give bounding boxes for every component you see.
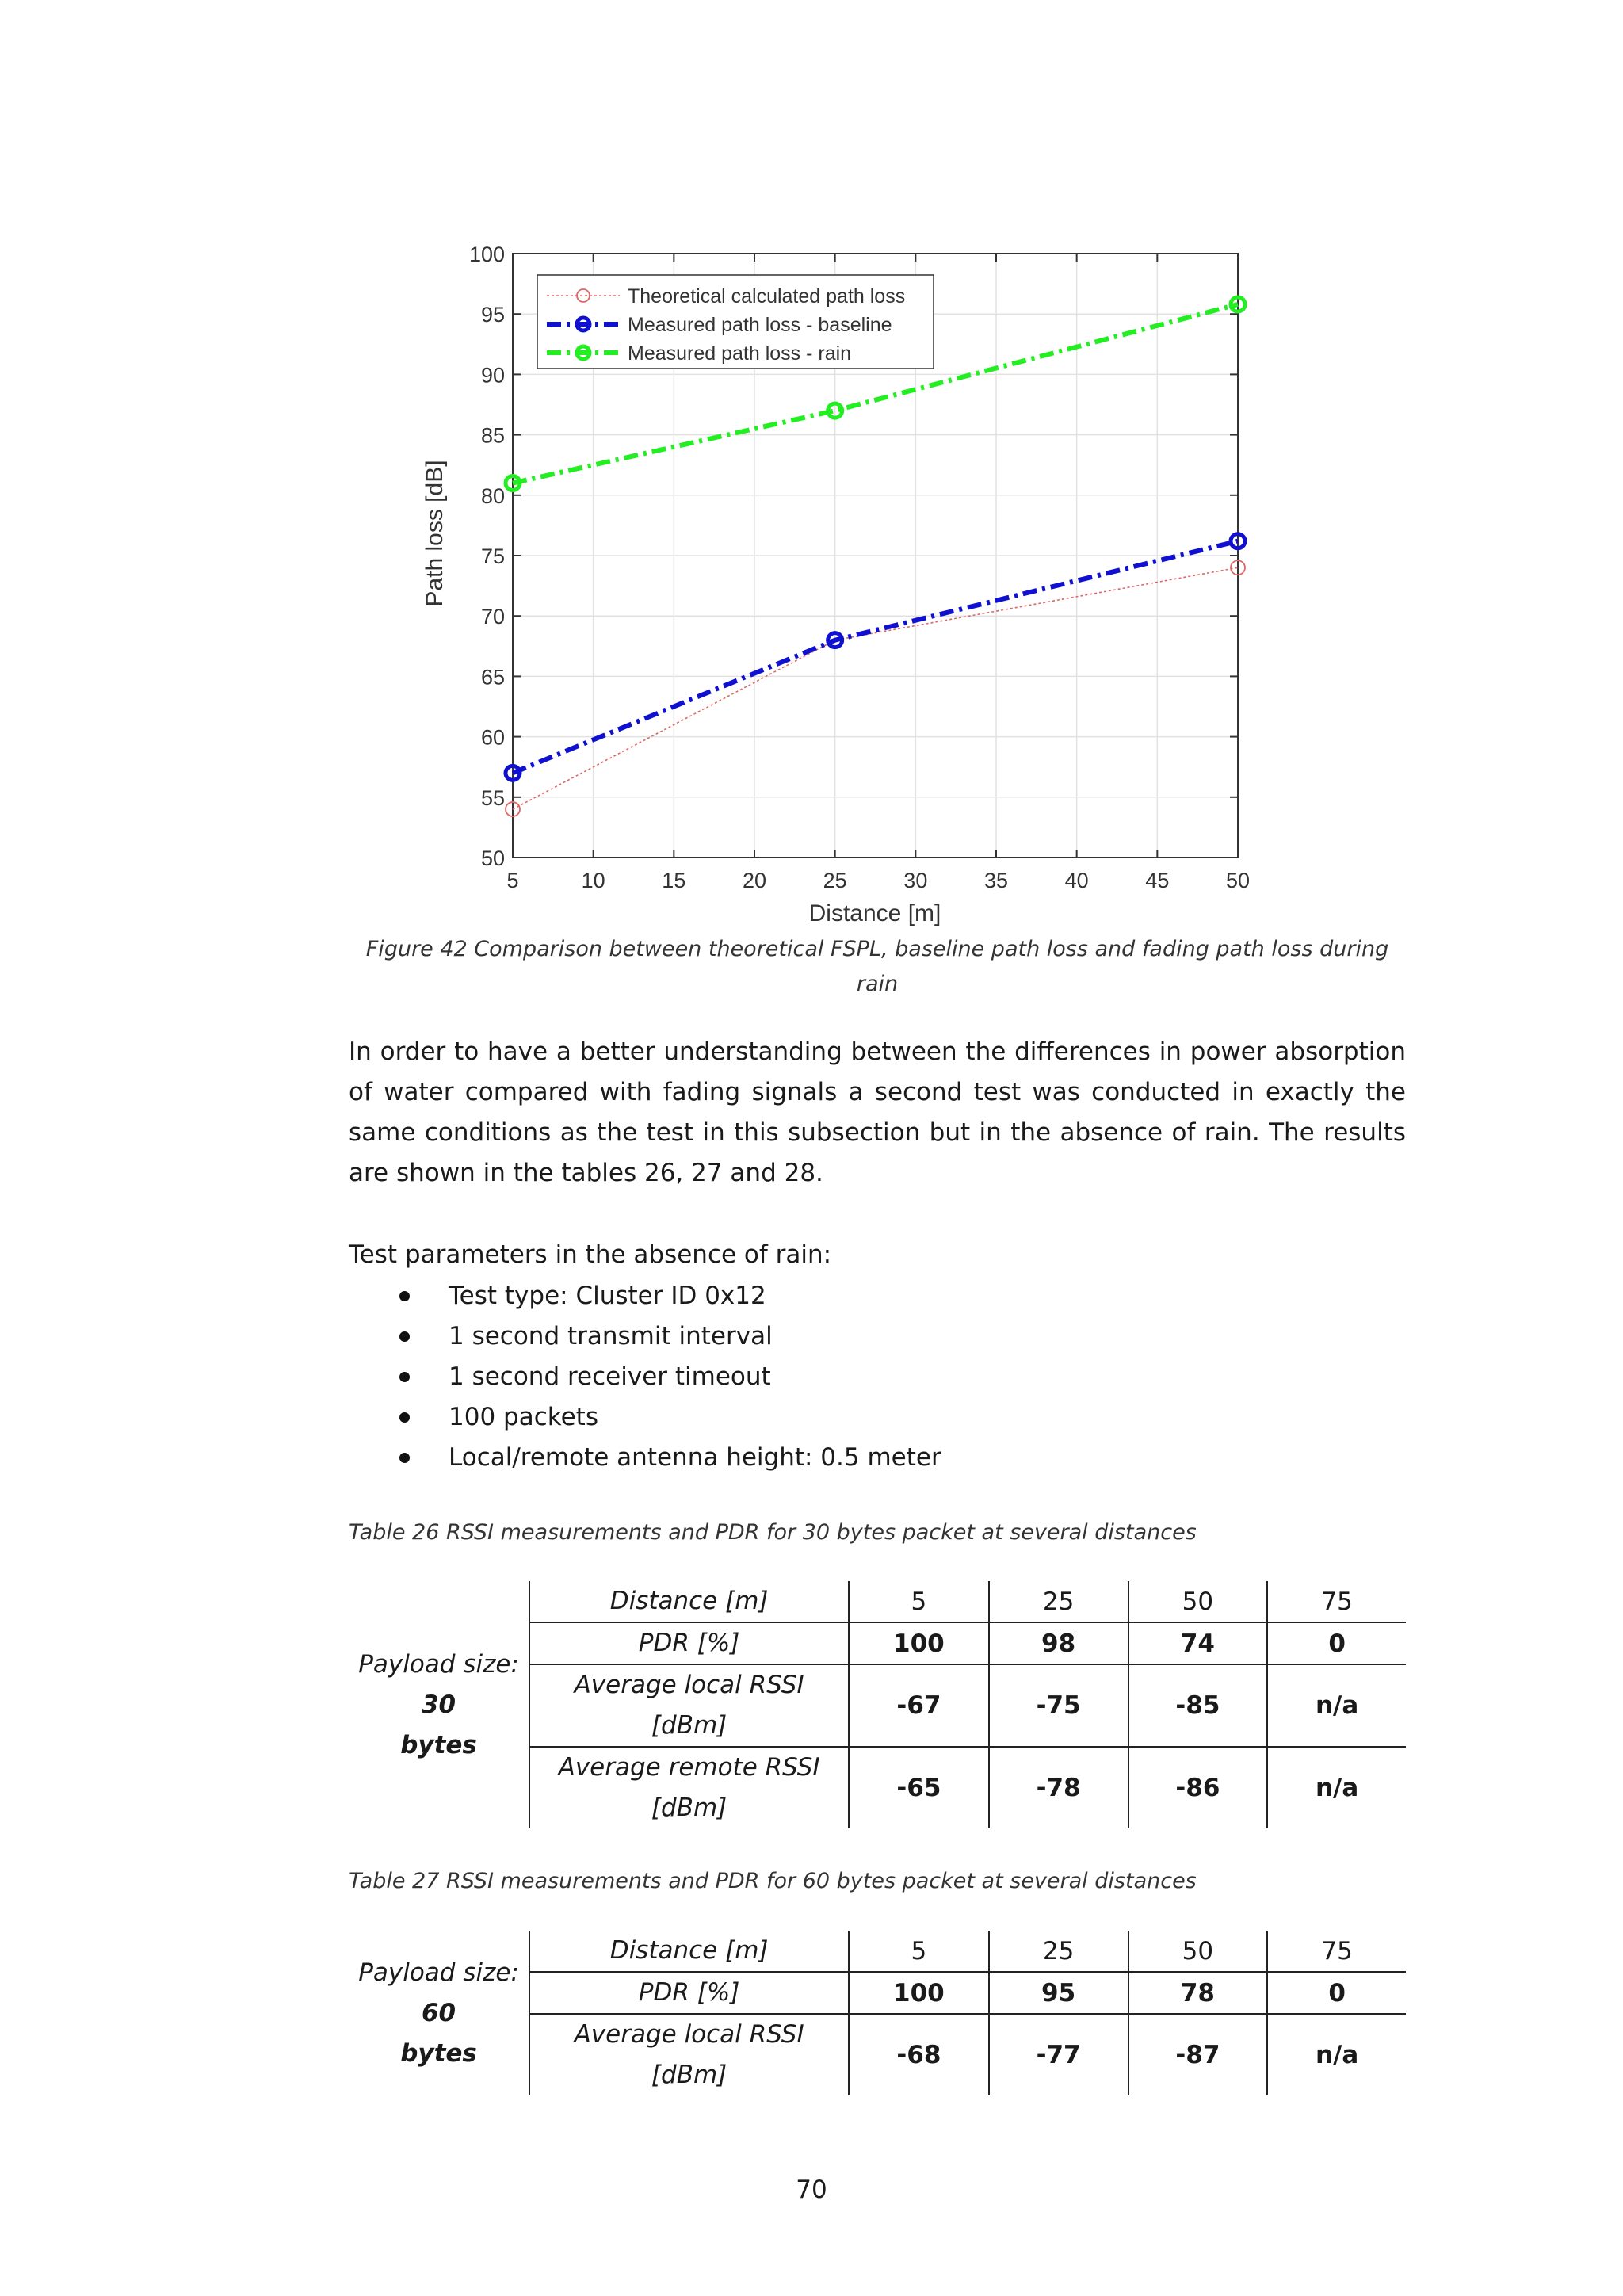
table-27-caption: Table 27 RSSI measurements and PDR for 60 bytes packet at several distances (349, 1869, 1197, 1893)
table-cell: -75 (989, 1664, 1128, 1747)
figure-caption: Figure 42 Comparison between theoretical FSPL, baseline path loss and fading path loss during rain (365, 937, 1389, 996)
row-label: PDR [%] (529, 1622, 849, 1664)
table-cell: n/a (1267, 2014, 1406, 2095)
x-axis-label: Distance [m] (808, 900, 941, 926)
x-tick-label: 10 (581, 869, 605, 892)
y-axis-label: Path loss [dB] (422, 460, 448, 607)
table-cell: 0 (1267, 1972, 1406, 2014)
table-cell: -87 (1128, 2014, 1268, 2095)
legend-label: Measured path loss - baseline (628, 314, 892, 336)
y-tick-label: 60 (480, 725, 505, 750)
table-cell: 78 (1128, 1972, 1268, 2014)
table-row (349, 1581, 1406, 1622)
list-item: Local/remote antenna height: 0.5 meter (396, 1438, 941, 1478)
x-tick-label: 25 (823, 869, 847, 892)
x-tick-label: 35 (983, 869, 1009, 892)
legend-label: Measured path loss - rain (628, 342, 852, 365)
path-loss-chart (412, 230, 1300, 935)
table-cell: 25 (989, 1581, 1128, 1622)
table-cell: 95 (989, 1972, 1128, 2014)
payload-value: 30 (421, 1690, 456, 1719)
y-tick-label: 70 (480, 605, 505, 629)
table-cell: n/a (1267, 1664, 1406, 1747)
row-label: Average remote RSSI [dBm] (529, 1747, 849, 1828)
test-params-list (396, 1276, 941, 1478)
x-tick-label: 15 (662, 869, 686, 892)
row-label: PDR [%] (529, 1972, 849, 2014)
chart-legend (537, 275, 934, 369)
y-tick-label: 65 (480, 665, 505, 690)
series-line (513, 541, 1238, 774)
table-cell: -68 (896, 2041, 941, 2069)
table-cell: 75 (1267, 1581, 1406, 1622)
list-item: Test type: Cluster ID 0x12 (396, 1276, 941, 1316)
x-tick-label: 30 (903, 869, 928, 892)
params-heading: Test parameters in the absence of rain: (349, 1240, 832, 1269)
list-item: 1 second receiver timeout (396, 1357, 941, 1397)
table-cell: 100 (849, 1622, 989, 1664)
x-tick-label: 45 (1145, 869, 1170, 892)
payload-prefix: Payload size: (358, 1958, 519, 1987)
table-cell: -77 (989, 2014, 1128, 2095)
x-tick-label: 5 (506, 869, 519, 892)
table-cell: 5 (849, 1581, 989, 1622)
y-tick-label: 90 (480, 363, 505, 388)
payload-unit: bytes (400, 2038, 477, 2068)
table-cell: 0 (1267, 1622, 1406, 1664)
y-tick-label: 50 (480, 846, 505, 870)
table-cell: -67 (849, 1664, 989, 1747)
table-cell: -86 (1128, 1747, 1268, 1828)
x-tick-label: 40 (1064, 869, 1089, 892)
x-tick-label: 50 (1225, 869, 1251, 892)
body-paragraph: In order to have a better understanding between the differences in power absorption of water compared with fading signals a second test was conducted in exactly the same conditions as the test in this subsection but in the absence of rain. The results are shown in the tables 26, 27 and 28. (349, 1037, 1406, 1187)
table-cell: 5 (849, 1931, 989, 1972)
y-tick-label: 80 (480, 483, 505, 508)
table-cell: 50 (1128, 1931, 1268, 1972)
row-label: Distance [m] (529, 1931, 849, 1972)
table-row (349, 1931, 1406, 1972)
row-label: Distance [m] (529, 1581, 849, 1622)
row-label: Average local RSSI [dBm] (529, 1664, 849, 1747)
chart-series (506, 297, 1245, 816)
y-tick-label: 85 (480, 423, 505, 448)
table-cell: 25 (989, 1931, 1128, 1972)
table-cell: -85 (1128, 1664, 1268, 1747)
table-27 (349, 1931, 1406, 2095)
x-tick-label: 20 (742, 869, 767, 892)
table-cell: 100 (849, 1972, 989, 2014)
payload-prefix: Payload size: (358, 1649, 519, 1679)
table-cell: 98 (989, 1622, 1128, 1664)
payload-unit: bytes (400, 1730, 477, 1759)
y-tick-label: 55 (480, 785, 505, 810)
payload-cell (349, 1581, 529, 1828)
list-item: 1 second transmit interval (396, 1316, 941, 1357)
payload-cell (349, 1931, 529, 2095)
y-tick-label: 75 (480, 544, 505, 568)
series-line (513, 567, 1238, 809)
table-cell: n/a (1267, 1747, 1406, 1828)
table-cell: 74 (1128, 1622, 1268, 1664)
table-cell: -65 (896, 1774, 941, 1802)
list-item: 100 packets (396, 1397, 941, 1438)
row-label: Average local RSSI [dBm] (529, 2014, 849, 2095)
legend-label: Theoretical calculated path loss (628, 285, 906, 308)
table-26 (349, 1581, 1406, 1828)
page-number: 70 (796, 2176, 827, 2204)
table-cell: -78 (989, 1747, 1128, 1828)
table-26-caption: Table 26 RSSI measurements and PDR for 30 bytes packet at several distances (349, 1520, 1197, 1545)
table-cell: 75 (1267, 1931, 1406, 1972)
y-tick-label: 100 (468, 243, 505, 266)
table-cell: 50 (1128, 1581, 1268, 1622)
payload-value: 60 (421, 1998, 456, 2027)
y-tick-label: 95 (480, 303, 505, 327)
